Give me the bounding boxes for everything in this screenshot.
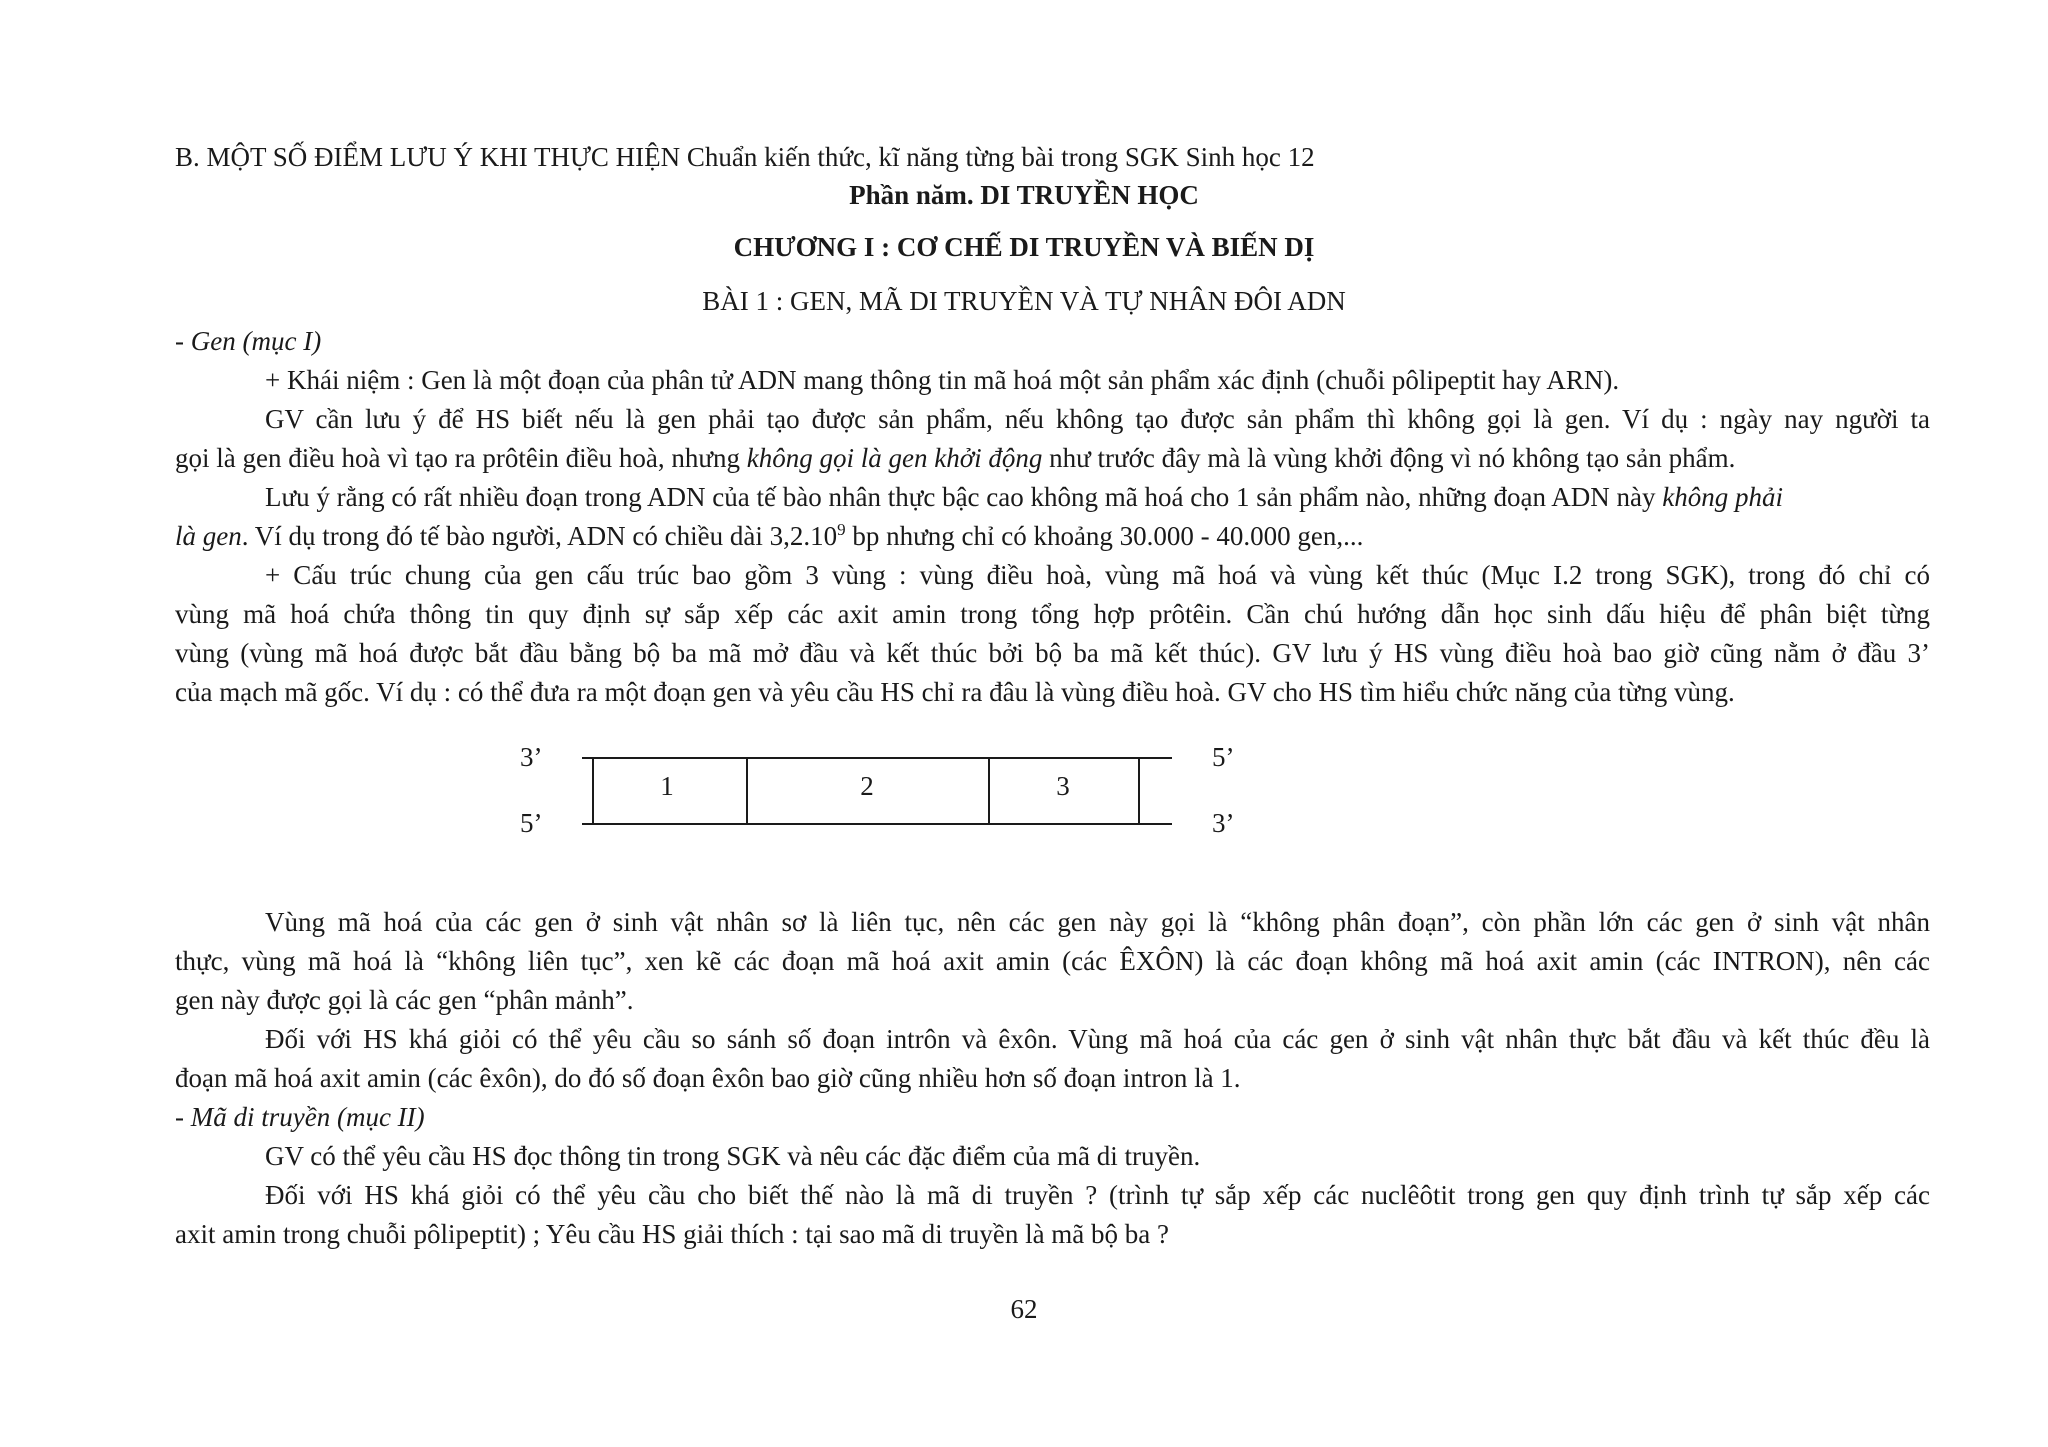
paragraph-line: thực, vùng mã hoá là “không liên tục”, xen kẽ các đoạn mã hoá axit amin (các ÊXÔN) là các đoạn không mã hoá axit amin (các INTRON), nên các <box>175 946 1930 976</box>
bottom-strand <box>582 823 1172 825</box>
label-bottom-left: 5’ <box>520 808 543 838</box>
chapter-title: CHƯƠNG I : CƠ CHẾ DI TRUYỀN VÀ BIẾN DỊ <box>733 232 1315 262</box>
segment-regulatory: 1 <box>660 771 674 801</box>
part-title: Phần năm. DI TRUYỀN HỌC <box>849 180 1199 210</box>
paragraph-line: đoạn mã hoá axit amin (các êxôn), do đó số đoạn êxôn bao giờ cũng nhiều hơn số đoạn intron là 1. <box>175 1063 1241 1093</box>
paragraph-line <box>175 517 1930 555</box>
section-heading-gen: - Gen (mục I) <box>175 326 322 356</box>
paragraph-line: GV cần lưu ý để HS biết nếu là gen phải tạo được sản phẩm, nếu không tạo được sản phẩm thì không gọi là gen. Ví dụ : ngày nay người ta <box>265 404 1930 434</box>
label-top-left: 3’ <box>520 742 543 772</box>
paragraph-line: vùng mã hoá chứa thông tin quy định sự sắp xếp các axit amin trong tổng hợp prôtêin. Cần chú hướng dẫn học sinh dấu hiệu để phân biệt từng <box>175 599 1930 629</box>
text-run: Lưu ý rằng có rất nhiều đoạn trong ADN của tế bào nhân thực bậc cao không mã hoá cho 1 sản phẩm nào, những đoạn ADN này <box>265 482 1663 512</box>
label-top-right: 5’ <box>1212 742 1235 772</box>
paragraph-line: Đối với HS khá giỏi có thể yêu cầu cho biết thế nào là mã di truyền ? (trình tự sắp xếp các nuclêôtit trong gen quy định trình tự sắp xếp các <box>265 1180 1930 1210</box>
segment-termination: 3 <box>1056 771 1070 801</box>
emphasis-text: là gen <box>175 521 242 551</box>
paragraph-line: axit amin trong chuỗi pôlipeptit) ; Yêu cầu HS giải thích : tại sao mã di truyền là mã bộ ba ? <box>175 1219 1170 1249</box>
top-strand <box>582 757 1172 759</box>
emphasis-text: không gọi là gen khởi động <box>746 443 1043 473</box>
paragraph-line: Vùng mã hoá của các gen ở sinh vật nhân sơ là liên tục, nên các gen này gọi là “không phân đoạn”, còn phần lớn các gen ở sinh vật nhân <box>265 907 1930 937</box>
segment-coding: 2 <box>860 771 874 801</box>
paragraph-line: Đối với HS khá giỏi có thể yêu cầu so sánh số đoạn intrôn và êxôn. Vùng mã hoá của các gen ở sinh vật nhân thực bắt đầu và kết thúc đều là <box>265 1024 1930 1054</box>
paragraph-line: GV có thể yêu cầu HS đọc thông tin trong SGK và nêu các đặc điểm của mã di truyền. <box>265 1141 1201 1171</box>
text-run: như trước đây mà là vùng khởi động vì nó không tạo sản phẩm. <box>1042 443 1736 473</box>
paragraph-line: gen này được gọi là các gen “phân mảnh”. <box>175 985 634 1015</box>
page-number: 62 <box>1010 1294 1038 1324</box>
text-run: . Ví dụ trong đó tế bào người, ADN có chiều dài 3,2.10 <box>241 521 838 551</box>
paragraph-line: của mạch mã gốc. Ví dụ : có thể đưa ra một đoạn gen và yêu cầu HS chỉ ra đâu là vùng điều hoà. GV cho HS tìm hiểu chức năng của từng vùng. <box>175 677 1735 707</box>
text-run: bp nhưng chỉ có khoảng 30.000 - 40.000 gen,... <box>845 521 1364 551</box>
lesson-title: BÀI 1 : GEN, MÃ DI TRUYỀN VÀ TỰ NHÂN ĐÔI ADN <box>702 286 1346 316</box>
paragraph-line <box>175 478 1930 516</box>
emphasis-text: không phải <box>1662 482 1784 512</box>
superscript: 9 <box>837 520 846 539</box>
gen-concept: + Khái niệm : Gen là một đoạn của phân tử ADN mang thông tin mã hoá một sản phẩm xác định (chuỗi pôlipeptit hay ARN). <box>265 365 1620 395</box>
gene-structure-diagram <box>510 740 1270 850</box>
label-bottom-right: 3’ <box>1212 808 1235 838</box>
boundary-line <box>592 757 594 825</box>
boundary-line <box>1138 757 1140 825</box>
paragraph-line <box>175 439 1930 477</box>
boundary-line <box>988 757 990 825</box>
paragraph-line: vùng (vùng mã hoá được bắt đầu bằng bộ ba mã mở đầu và kết thúc bởi bộ ba mã kết thúc). GV lưu ý HS vùng điều hoà bao giờ cũng nằm ở đầu 3’ <box>175 638 1930 668</box>
header-line: B. MỘT SỐ ĐIỂM LƯU Ý KHI THỰC HIỆN Chuẩn kiến thức, kĩ năng từng bài trong SGK Sinh học 12 <box>175 142 1315 172</box>
boundary-line <box>746 757 748 825</box>
paragraph-line: + Cấu trúc chung của gen cấu trúc bao gồm 3 vùng : vùng điều hoà, vùng mã hoá và vùng kết thúc (Mục I.2 trong SGK), trong đó chỉ có <box>265 560 1930 590</box>
text-run: gọi là gen điều hoà vì tạo ra prôtêin điều hoà, nhưng <box>175 443 747 473</box>
section-heading-code: - Mã di truyền (mục II) <box>175 1102 425 1132</box>
